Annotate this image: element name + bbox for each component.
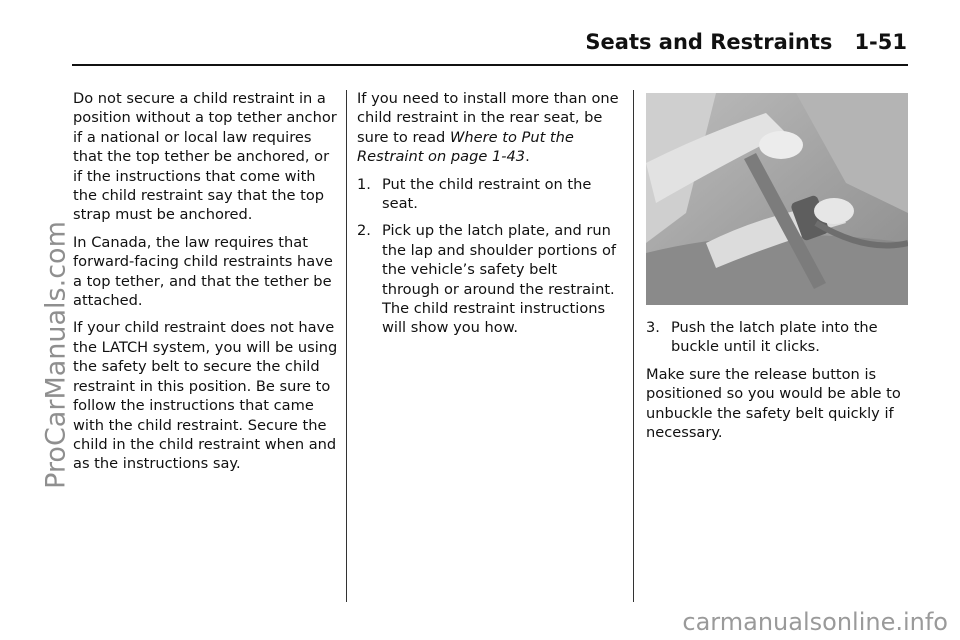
header-rule — [72, 64, 908, 66]
page-number: 1-51 — [854, 30, 907, 54]
cross-reference: Where to Put the Restraint on page 1-43 — [357, 128, 574, 166]
section-title: Seats and Restraints — [585, 30, 833, 54]
watermark-bottom: carmanualsonline.info — [682, 608, 948, 636]
page-header — [0, 30, 907, 54]
hand-upper — [759, 131, 803, 159]
column-right — [646, 318, 908, 450]
release-button-note: Make sure the release button is positioned so you would be able to unbuckle the safety belt quickly if necessary. — [646, 365, 901, 442]
step-3 — [646, 318, 908, 357]
step-text: Put the child restraint on the seat. — [382, 175, 592, 213]
paragraph-intro — [357, 89, 619, 167]
step-number: 2. — [357, 222, 371, 240]
paragraph-top-tether: Do not secure a child restraint in a position without a top tether anchor if a national or local law requires that the top tether be anchored, or if the instructions that come with the child restraint say that the top strap must be anchored. — [73, 90, 337, 224]
step-text: Pick up the latch plate, and run the lap and shoulder portions of the vehicle’s safety belt through or around the restraint. The child restraint instructions will show you how. — [382, 222, 617, 337]
column-divider-2 — [633, 90, 634, 602]
hand-lower — [814, 198, 854, 224]
intro-text: If you need to install more than one child restraint in the rear seat, be sure to read — [357, 90, 619, 146]
watermark-left: ProCarManuals.com — [40, 221, 72, 489]
step-1 — [357, 175, 619, 214]
paragraph-latch: If your child restraint does not have the LATCH system, you will be using the safety belt to secure the child restraint in this position. Be sure to follow the instructions that came with the child restraint. Secure the child in the child restraint when and as the instructions say. — [73, 319, 338, 473]
step-number: 1. — [357, 175, 371, 193]
column-middle — [357, 89, 619, 346]
column-left — [73, 89, 338, 482]
buckle-illustration — [646, 93, 908, 305]
step-2 — [357, 221, 619, 337]
paragraph-canada: In Canada, the law requires that forward-facing child restraints have a top tether, and that the tether be attached. — [73, 233, 333, 310]
intro-end: . — [525, 148, 530, 166]
step-text: Push the latch plate into the buckle until it clicks. — [671, 319, 878, 356]
column-divider-1 — [346, 90, 347, 602]
step-number: 3. — [646, 319, 660, 336]
